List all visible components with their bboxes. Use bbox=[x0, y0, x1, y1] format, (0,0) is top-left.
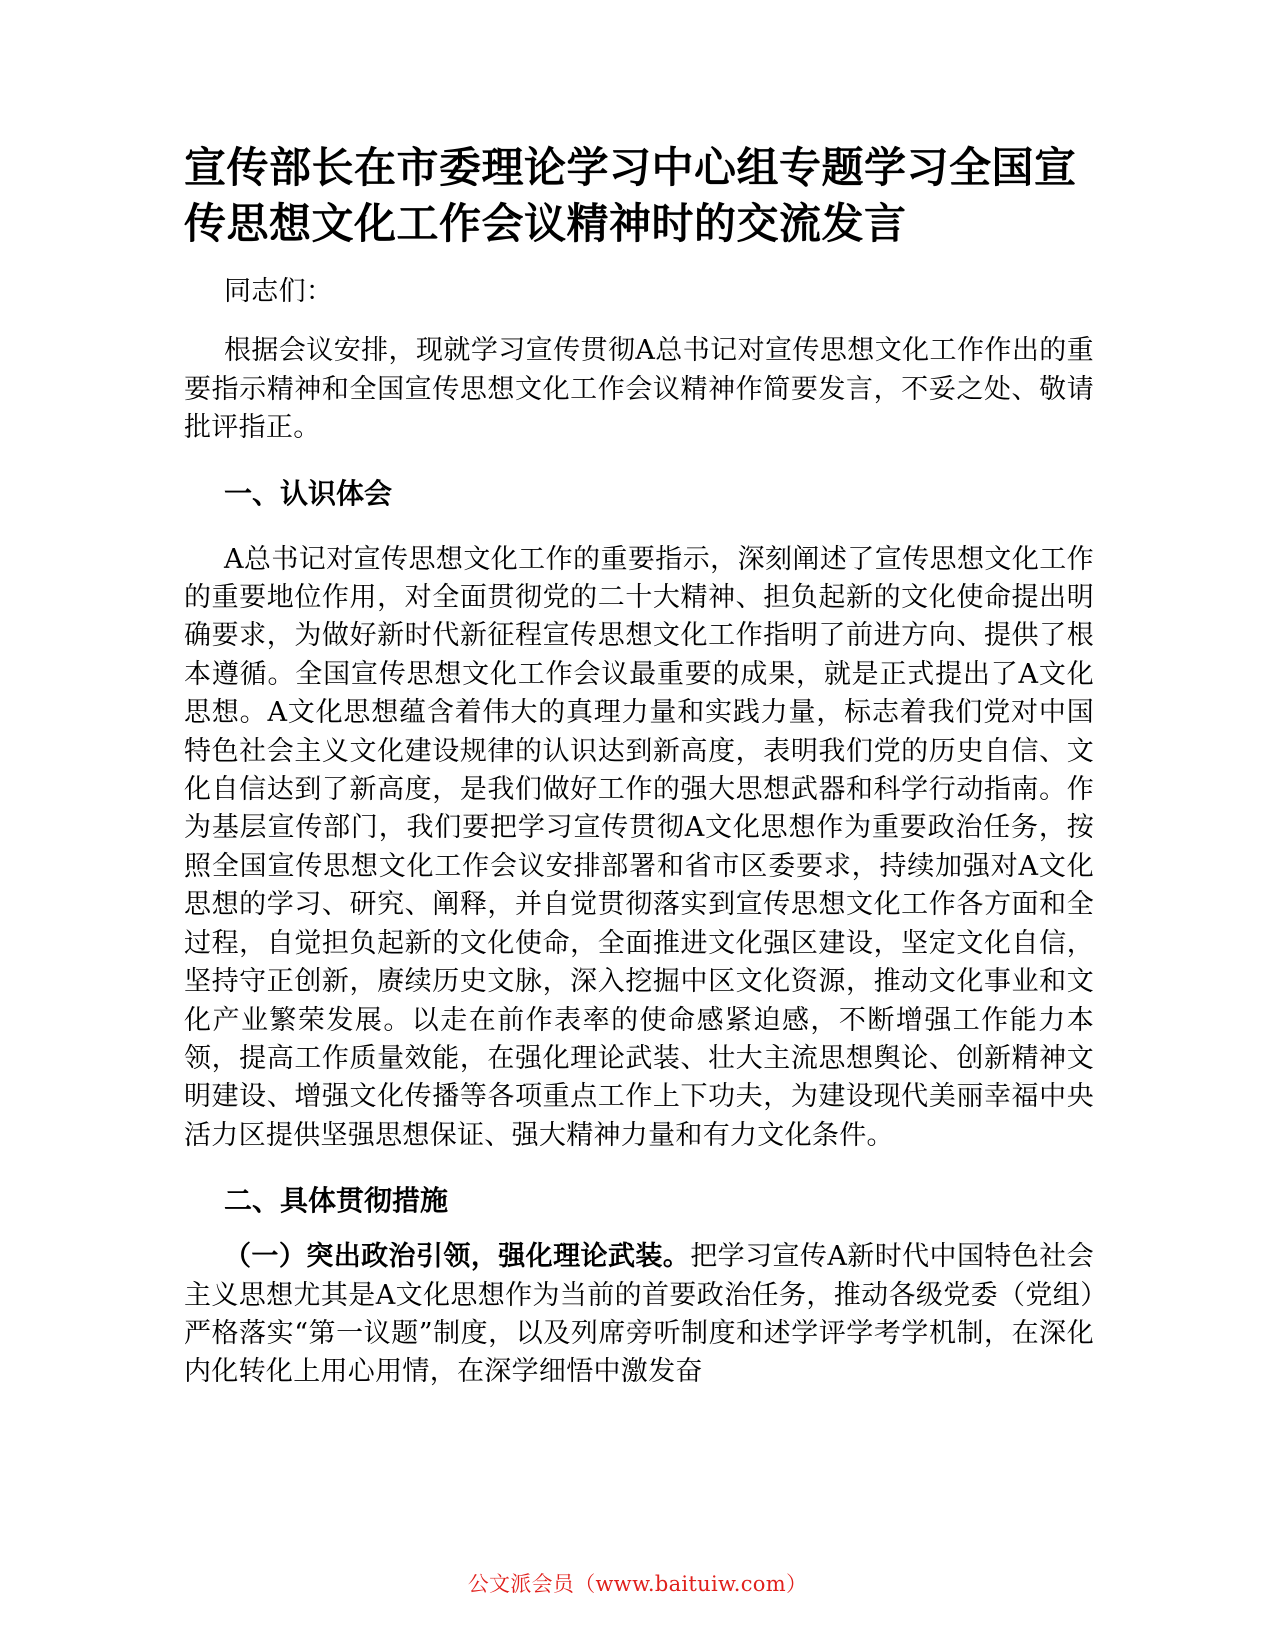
subsection-lead: （一）突出政治引领，强化理论武装。 bbox=[224, 1241, 691, 1273]
section-heading-2: 二、具体贯彻措施 bbox=[224, 1184, 449, 1218]
document-title: 宣传部长在市委理论学习中心组专题学习全国宣传思想文化工作会议精神时的交流发言 bbox=[184, 143, 1077, 248]
section-2-paragraph bbox=[184, 1238, 1094, 1392]
greeting: 同志们： bbox=[224, 276, 334, 307]
section-1-body: A总书记对宣传思想文化工作的重要指示，深刻阐述了宣传思想文化工作的重要地位作用，对全面贯彻党的二十大精神、担负起新的文化使命提出明确要求，为做好新时代新征程宣传思想文化工作指明了前进方向、提供了根本遵循。全国宣传思想文化工作会议最重要的成果，就是正式提出了A文化思想。A文化思想蕴含着伟大的真理力量和实践力量，标志着我们党对中国特色社会主义文化建设规律的认识达到新高度，表明我们党的历史自信、文化自信达到了新高度，是我们做好工作的强大思想武器和科学行动指南。作为基层宣传部门，我们要把学习宣传贯彻A文化思想作为重要政治任务，按照全国宣传思想文化工作会议安排部署和省市区委要求，持续加强对A文化思想的学习、研究、阐释，并自觉贯彻落实到宣传思想文化工作各方面和全过程，自觉担负起新的文化使命，全面推进文化强区建设，坚定文化自信，坚持守正创新，赓续历史文脉，深入挖掘中区文化资源，推动文化事业和文化产业繁荣发展。以走在前作表率的使命感紧迫感，不断增强工作能力本领，提高工作质量效能，在强化理论武装、壮大主流思想舆论、创新精神文明建设、增强文化传播等各项重点工作上下功夫，为建设现代美丽幸福中央活力区提供坚强思想保证、强大精神力量和有力文化条件。 bbox=[184, 543, 1094, 1151]
section-heading-1: 一、认识体会 bbox=[224, 476, 393, 510]
section-2-body: 把学习宣传A新时代中国特色社会主义思想尤其是A文化思想作为当前的首要政治任务，推动各级党委（党组）严格落实“第一议题”制度，以及列席旁听制度和述学评学考学机制，在深化内化转化上用心用情，在深学细悟中激发奋 bbox=[184, 1241, 1094, 1388]
document-page bbox=[184, 140, 1094, 1392]
footer-watermark: 公文派会员（www.baituiw.com） bbox=[467, 1572, 808, 1596]
intro-paragraph: 根据会议安排，现就学习宣传贯彻A总书记对宣传思想文化工作作出的重要指示精神和全国宣传思想文化工作会议精神作简要发言，不妥之处、敬请批评指正。 bbox=[184, 335, 1094, 444]
